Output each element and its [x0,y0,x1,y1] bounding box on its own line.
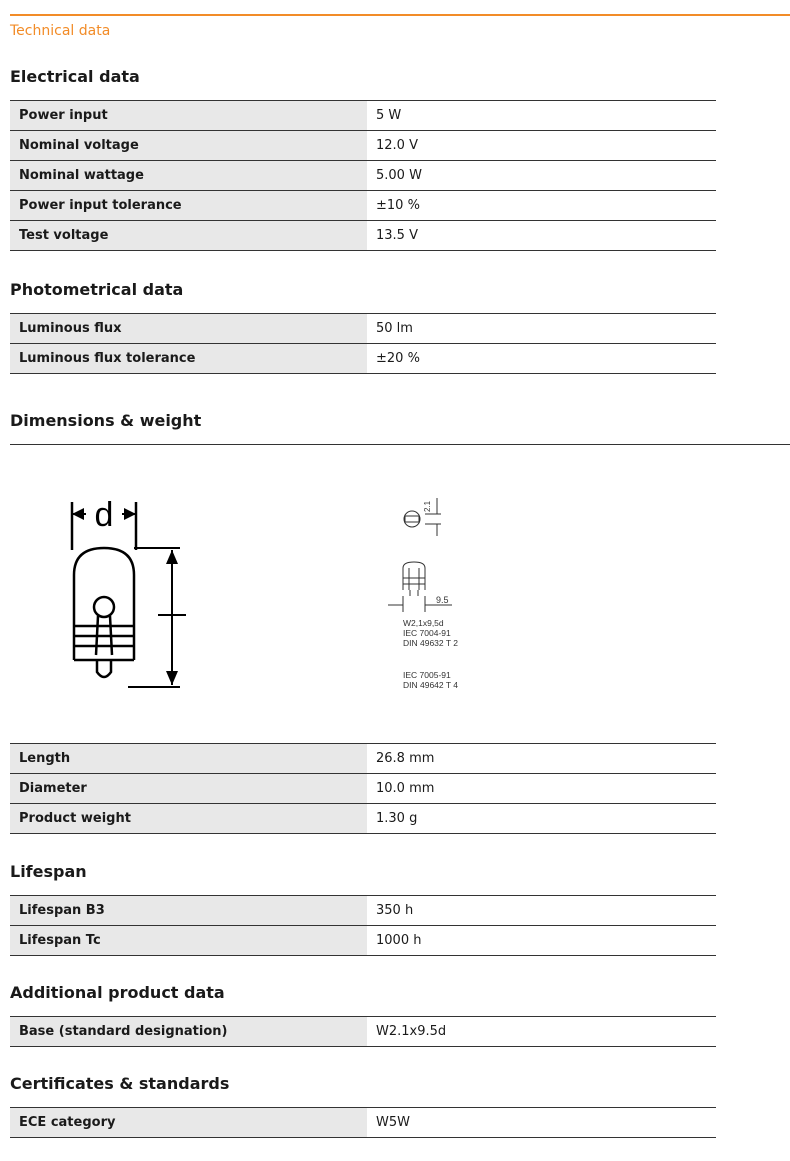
table-certificates [10,1107,716,1138]
section-title-photometrical: Photometrical data [10,280,184,299]
row-label: Test voltage [10,221,367,251]
row-label: Power input [10,101,367,131]
section-title-certificates: Certificates & standards [10,1074,230,1093]
section-title-additional: Additional product data [10,983,225,1002]
row-label: Power input tolerance [10,191,367,221]
row-value: 12.0 V [367,131,716,161]
row-label: Base (standard designation) [10,1017,367,1047]
drawing-note: IEC 7005-91 [403,670,451,680]
table-row [10,774,716,804]
row-value: 5.00 W [367,161,716,191]
row-label: Lifespan Tc [10,926,367,956]
row-value: 1.30 g [367,804,716,834]
row-label: ECE category [10,1108,367,1138]
row-label: Diameter [10,774,367,804]
table-row [10,1108,716,1138]
row-label: Luminous flux tolerance [10,344,367,374]
row-value: 50 lm [367,314,716,344]
row-label: Luminous flux [10,314,367,344]
drawing-note: DIN 49642 T 4 [403,680,458,690]
table-row [10,804,716,834]
row-label: Nominal wattage [10,161,367,191]
table-row [10,744,716,774]
dimension-width-label: 9.5 [436,595,449,605]
section-title-lifespan: Lifespan [10,862,87,881]
row-value: ±20 % [367,344,716,374]
table-lifespan [10,895,716,956]
drawing-note: DIN 49632 T 2 [403,638,458,648]
section-title-electrical: Electrical data [10,67,140,86]
page-title: Technical data [10,23,111,39]
row-label: Length [10,744,367,774]
row-value: W2.1x9.5d [367,1017,716,1047]
row-value: W5W [367,1108,716,1138]
row-value: 10.0 mm [367,774,716,804]
row-label: Lifespan B3 [10,896,367,926]
row-label: Product weight [10,804,367,834]
top-accent-rule [10,14,790,16]
row-value: 13.5 V [367,221,716,251]
table-row [10,221,716,251]
row-value: 350 h [367,896,716,926]
table-row [10,131,716,161]
table-row [10,161,716,191]
bulb-dimension-drawing [0,450,790,740]
diameter-label: d [94,496,114,534]
table-row [10,191,716,221]
table-electrical [10,100,716,251]
table-row [10,314,716,344]
table-row [10,926,716,956]
table-row [10,344,716,374]
row-value: 26.8 mm [367,744,716,774]
bulb-outline-icon [72,502,186,687]
drawing-note: IEC 7004-91 [403,628,451,638]
table-row [10,896,716,926]
row-label: Nominal voltage [10,131,367,161]
table-row [10,1017,716,1047]
row-value: ±10 % [367,191,716,221]
table-additional [10,1016,716,1047]
row-value: 5 W [367,101,716,131]
dimension-top-label: 2.1 [423,500,432,512]
table-dimensions [10,743,716,834]
section-title-dimensions: Dimensions & weight [10,411,202,430]
table-photometrical [10,313,716,374]
row-value: 1000 h [367,926,716,956]
table-row [10,101,716,131]
drawing-note: W2,1x9,5d [403,618,444,628]
section-divider [10,444,790,445]
